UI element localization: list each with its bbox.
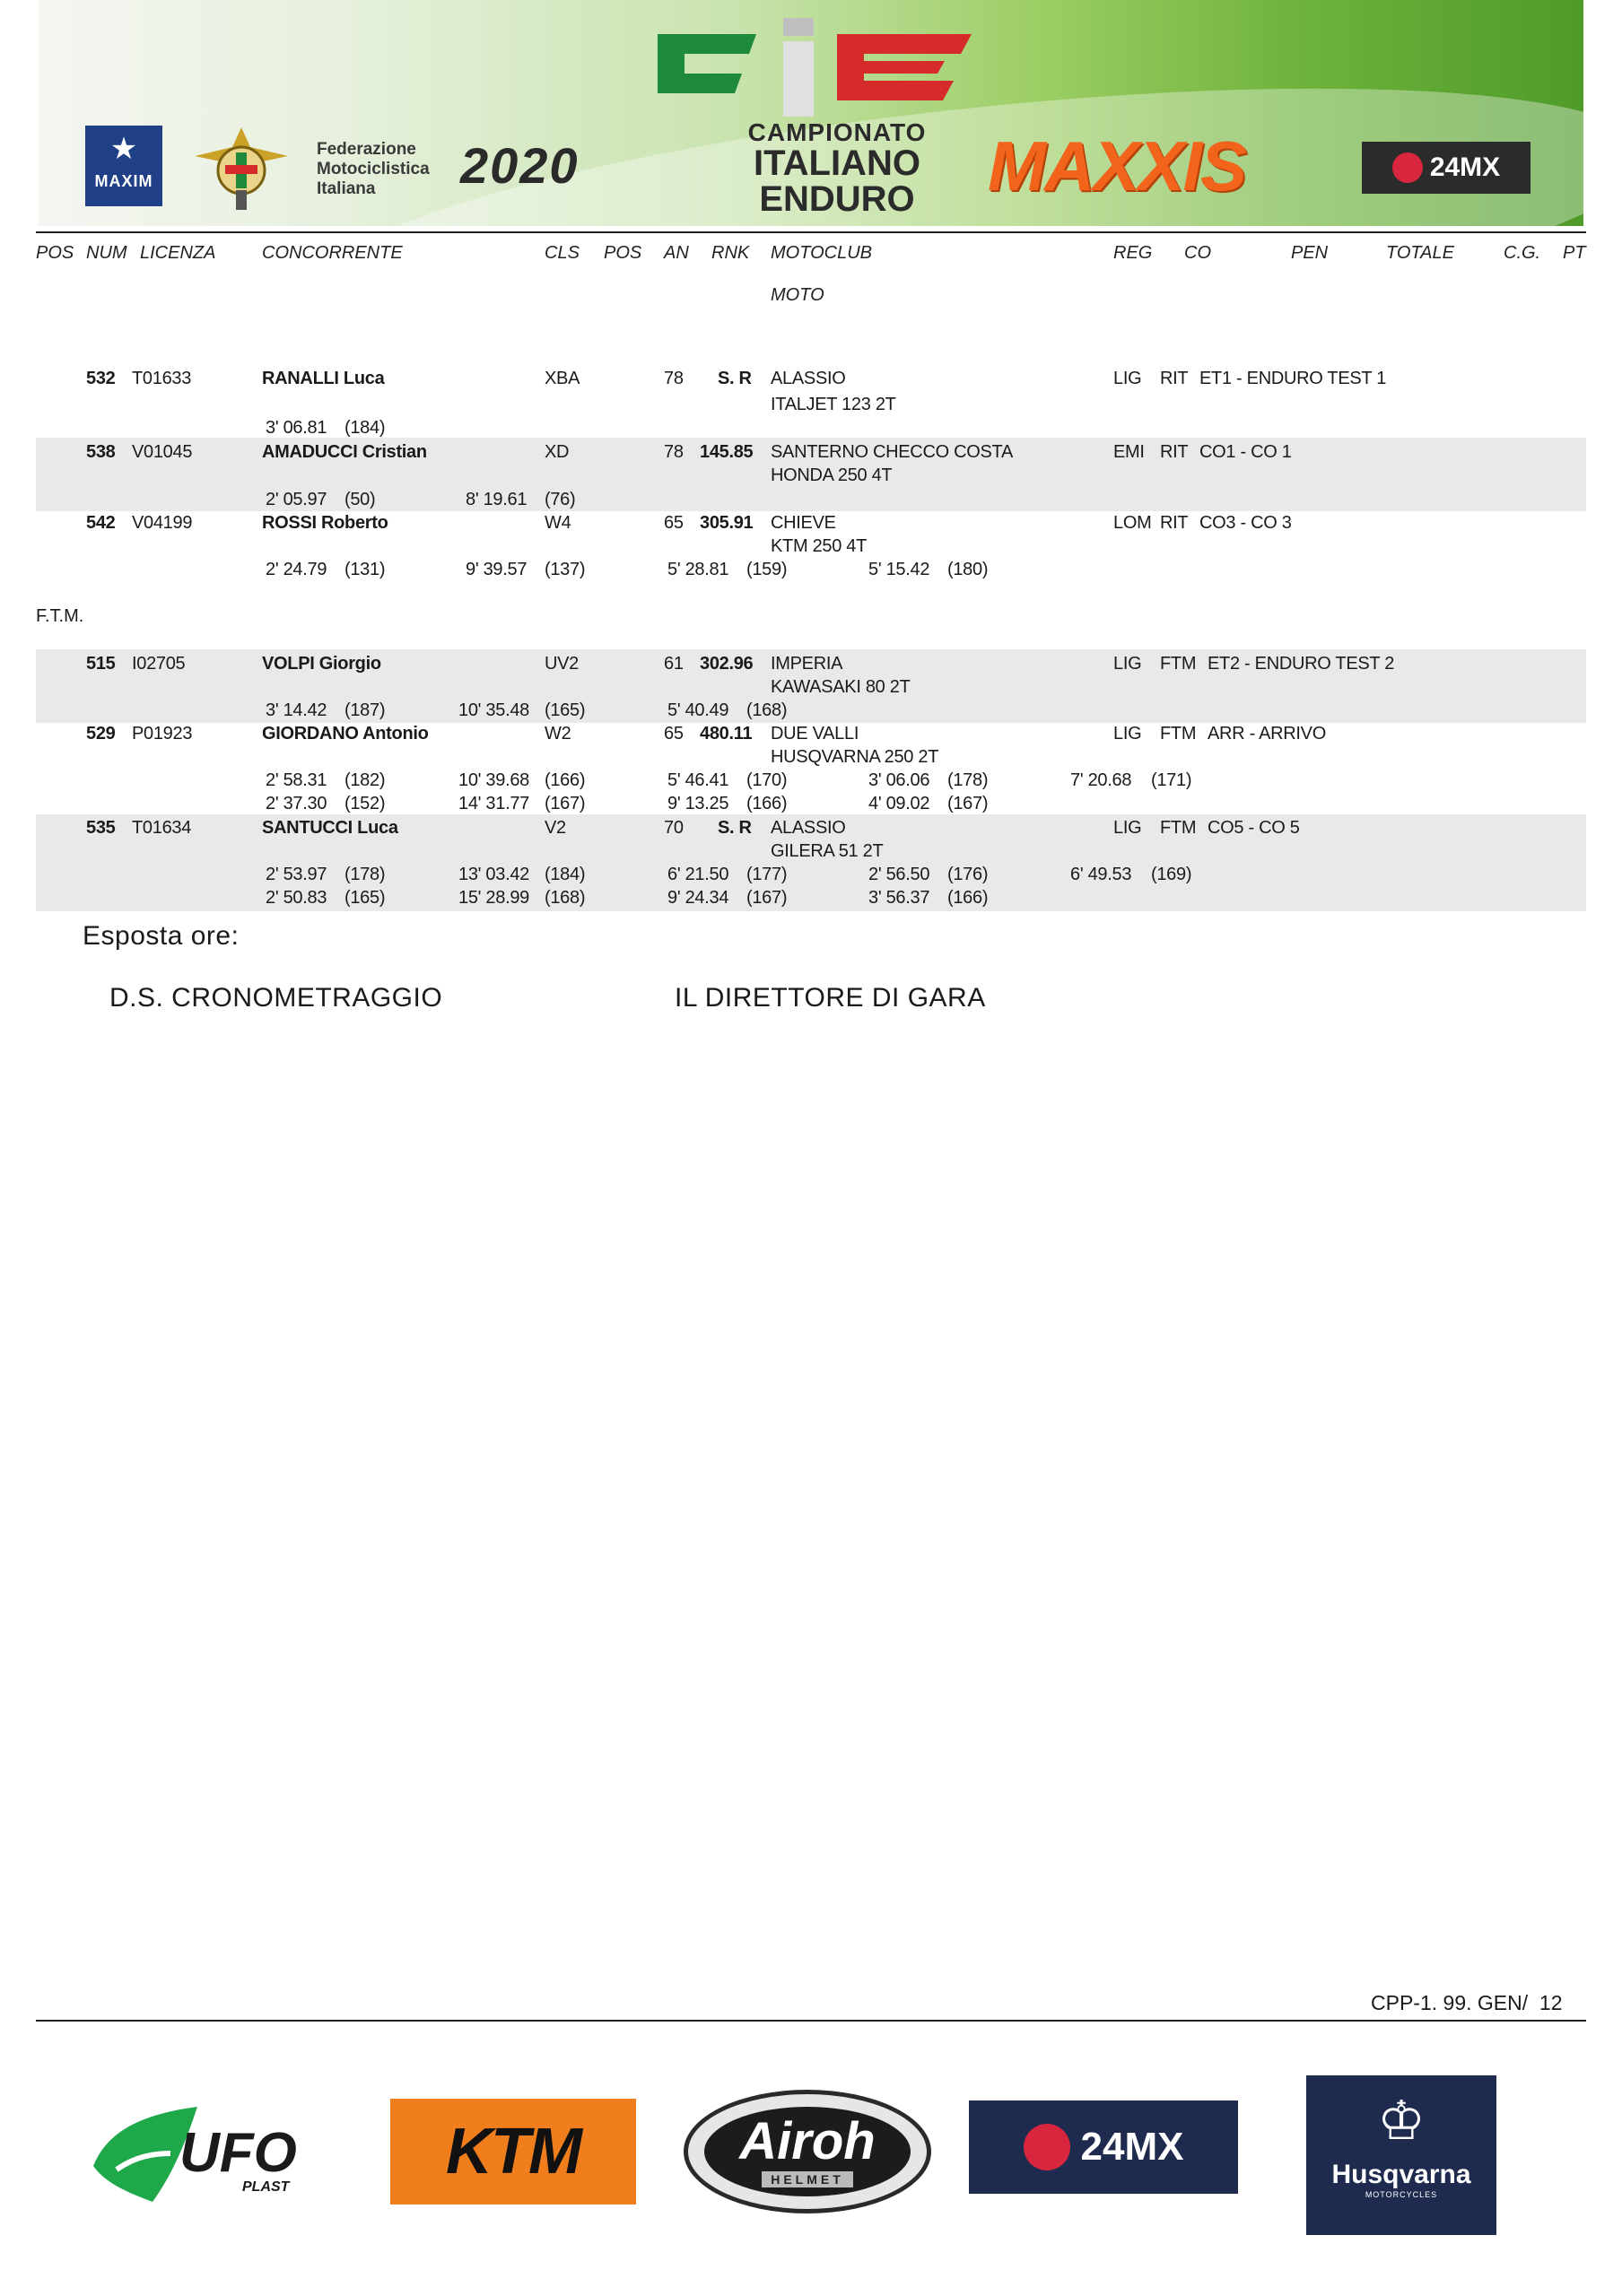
rider-year: 65 <box>664 513 684 533</box>
col-num: NUM <box>86 243 127 263</box>
cie-logo-icon <box>649 18 981 117</box>
split-rank: (178) <box>344 865 386 884</box>
24mx-mark-icon <box>1024 2124 1070 2170</box>
split-time: 2' 24.79 <box>266 560 327 579</box>
split-rank: (137) <box>545 560 586 579</box>
split-rank: (169) <box>1151 865 1192 884</box>
col-motoclub: MOTOCLUB <box>771 243 872 263</box>
rider-region: LIG <box>1113 369 1142 388</box>
split-time: 13' 03.42 <box>458 865 529 884</box>
airoh-logo-text: Airoh <box>739 2112 876 2170</box>
rider-name: SANTUCCI Luca <box>262 818 398 838</box>
split-time: 10' 35.48 <box>458 700 529 720</box>
rider-note: CO5 - CO 5 <box>1208 818 1300 838</box>
split-rank: (178) <box>947 770 989 790</box>
rider-rank: S. R <box>718 818 752 838</box>
rider-status: RIT <box>1160 513 1189 533</box>
split-rank: (170) <box>746 770 788 790</box>
ds-cronometraggio: D.S. CRONOMETRAGGIO <box>109 983 443 1013</box>
direttore-di-gara: IL DIRETTORE DI GARA <box>675 983 986 1013</box>
rider-rank: 305.91 <box>700 513 754 533</box>
split-time: 2' 53.97 <box>266 865 327 884</box>
rider-region: LIG <box>1113 724 1142 744</box>
24mx-footer-logo <box>969 2100 1238 2194</box>
split-time: 2' 50.83 <box>266 888 327 908</box>
rider-club: ALASSIO <box>771 369 846 388</box>
rider-note: CO3 - CO 3 <box>1199 513 1292 533</box>
maxim-logo <box>85 126 162 206</box>
ktm-logo: KTM <box>390 2099 636 2205</box>
split-rank: (165) <box>545 700 586 720</box>
split-time: 5' 46.41 <box>667 770 729 790</box>
rider-year: 70 <box>664 818 684 838</box>
split-time: 14' 31.77 <box>458 794 529 813</box>
rider-name: AMADUCCI Cristian <box>262 442 427 462</box>
page-reference: CPP-1. 99. GEN/ 12 <box>1371 1991 1563 2014</box>
rider-num: 538 <box>86 442 116 462</box>
split-rank: (167) <box>545 794 586 813</box>
rider-note: ET1 - ENDURO TEST 1 <box>1199 369 1387 388</box>
col-pos-class: POS <box>604 243 642 263</box>
rider-num: 535 <box>86 818 116 838</box>
split-time: 7' 20.68 <box>1070 770 1132 790</box>
rider-class: UV2 <box>545 654 580 674</box>
24mx-mark-icon <box>1392 152 1423 183</box>
rider-year: 78 <box>664 369 684 388</box>
split-time: 3' 06.81 <box>266 418 327 438</box>
rider-moto: ITALJET 123 2T <box>771 395 896 414</box>
split-time: 9' 24.34 <box>667 888 729 908</box>
col-an: AN <box>664 243 689 263</box>
ufo-logo-sub: PLAST <box>242 2179 290 2195</box>
split-time: 6' 21.50 <box>667 865 729 884</box>
rider-licenza: T01634 <box>132 818 192 838</box>
rider-status: FTM <box>1160 654 1197 674</box>
split-rank: (168) <box>545 888 586 908</box>
husqvarna-logo-sub: MOTORCYCLES <box>1365 2190 1438 2199</box>
split-rank: (182) <box>344 770 386 790</box>
header-rule <box>36 231 1586 233</box>
col-pen: PEN <box>1291 243 1329 263</box>
rider-club: CHIEVE <box>771 513 836 533</box>
rider-class: W2 <box>545 724 571 744</box>
esposta-ore: Esposta ore: <box>83 921 240 951</box>
rider-class: XD <box>545 442 570 462</box>
footer-rule <box>36 2020 1586 2022</box>
rider-status: FTM <box>1160 818 1197 838</box>
split-time: 5' 28.81 <box>667 560 729 579</box>
split-time: 3' 06.06 <box>868 770 930 790</box>
split-rank: (152) <box>344 794 386 813</box>
rider-name: GIORDANO Antonio <box>262 724 429 744</box>
rider-club: DUE VALLI <box>771 724 859 744</box>
split-rank: (184) <box>344 418 386 438</box>
rider-club: IMPERIA <box>771 654 843 674</box>
rider-region: LIG <box>1113 818 1142 838</box>
rider-status: RIT <box>1160 369 1189 388</box>
split-time: 2' 05.97 <box>266 490 327 509</box>
title-line-2: ITALIANO <box>754 144 920 183</box>
rider-class: V2 <box>545 818 566 838</box>
col-pos: POS <box>36 243 74 263</box>
split-rank: (167) <box>746 888 788 908</box>
rider-moto: HONDA 250 4T <box>771 465 893 485</box>
title-line-1: CAMPIONATO <box>747 118 927 146</box>
split-time: 5' 40.49 <box>667 700 729 720</box>
rider-year: 78 <box>664 442 684 462</box>
maxim-logo-text: MAXIM <box>94 172 153 190</box>
split-rank: (184) <box>545 865 586 884</box>
ufo-logo-text: UFO <box>179 2122 297 2184</box>
rider-moto: KTM 250 4T <box>771 536 868 556</box>
rider-name: ROSSI Roberto <box>262 513 388 533</box>
rider-region: LIG <box>1113 654 1142 674</box>
split-rank: (131) <box>344 560 386 579</box>
rider-region: EMI <box>1113 442 1145 462</box>
rider-year: 61 <box>664 654 684 674</box>
section-ftm: F.T.M. <box>36 606 84 626</box>
rider-note: CO1 - CO 1 <box>1199 442 1292 462</box>
rider-num: 515 <box>86 654 116 674</box>
star-icon: ★ <box>109 132 138 166</box>
24mx-footer-text: 24MX <box>1080 2125 1184 2169</box>
rider-rank: 480.11 <box>700 724 753 744</box>
rider-name: VOLPI Giorgio <box>262 654 381 674</box>
rider-class: XBA <box>545 369 580 388</box>
rider-licenza: V04199 <box>132 513 193 533</box>
split-rank: (166) <box>746 794 788 813</box>
rider-status: RIT <box>1160 442 1189 462</box>
split-time: 5' 15.42 <box>868 560 930 579</box>
airoh-logo-sub: HELMET <box>762 2171 853 2187</box>
split-time: 8' 19.61 <box>466 490 528 509</box>
rider-num: 542 <box>86 513 116 533</box>
maxxis-logo: MAXXIS <box>988 126 1246 205</box>
split-time: 3' 14.42 <box>266 700 327 720</box>
col-rnk: RNK <box>711 243 750 263</box>
split-rank: (50) <box>344 490 376 509</box>
24mx-logo <box>1362 142 1530 194</box>
fmi-emblem-icon <box>191 120 292 213</box>
col-moto: MOTO <box>771 285 824 305</box>
split-time: 2' 37.30 <box>266 794 327 813</box>
split-time: 9' 39.57 <box>466 560 528 579</box>
title-line-3: ENDURO <box>759 179 915 219</box>
split-time: 3' 56.37 <box>868 888 930 908</box>
split-time: 10' 39.68 <box>458 770 529 790</box>
season-year: 2020 <box>460 137 580 194</box>
split-rank: (165) <box>344 888 386 908</box>
rider-club: ALASSIO <box>771 818 846 838</box>
fmi-text-line: Federazione <box>317 140 416 159</box>
header-banner <box>39 0 1583 226</box>
split-time: 15' 28.99 <box>458 888 529 908</box>
col-concorrente: CONCORRENTE <box>262 243 403 263</box>
championship-title <box>702 120 972 217</box>
split-time: 6' 49.53 <box>1070 865 1132 884</box>
rider-rank: 145.85 <box>700 442 754 462</box>
rider-name: RANALLI Luca <box>262 369 385 388</box>
rider-note: ET2 - ENDURO TEST 2 <box>1208 654 1395 674</box>
rider-num: 529 <box>86 724 116 744</box>
col-reg: REG <box>1113 243 1153 263</box>
fmi-text <box>317 140 430 199</box>
rider-note: ARR - ARRIVO <box>1208 724 1326 744</box>
split-rank: (168) <box>746 700 788 720</box>
split-rank: (167) <box>947 794 989 813</box>
col-cg: C.G. <box>1504 243 1541 263</box>
split-time: 4' 09.02 <box>868 794 930 813</box>
split-rank: (180) <box>947 560 989 579</box>
col-licenza: LICENZA <box>140 243 216 263</box>
split-rank: (187) <box>344 700 386 720</box>
24mx-logo-text: 24MX <box>1429 152 1501 182</box>
col-totale: TOTALE <box>1386 243 1454 263</box>
col-cls: CLS <box>545 243 580 263</box>
rider-licenza: T01633 <box>132 369 192 388</box>
rider-moto: GILERA 51 2T <box>771 841 884 861</box>
split-time: 2' 58.31 <box>266 770 327 790</box>
rider-rank: 302.96 <box>700 654 754 674</box>
rider-licenza: I02705 <box>132 654 186 674</box>
rider-moto: KAWASAKI 80 2T <box>771 677 911 697</box>
split-rank: (159) <box>746 560 788 579</box>
split-rank: (177) <box>746 865 788 884</box>
split-rank: (166) <box>545 770 586 790</box>
rider-year: 65 <box>664 724 684 744</box>
split-rank: (166) <box>947 888 989 908</box>
split-rank: (176) <box>947 865 989 884</box>
rider-region: LOM <box>1113 513 1152 533</box>
fmi-text-line: Motociclistica <box>317 160 430 178</box>
rider-licenza: P01923 <box>132 724 193 744</box>
rider-rank: S. R <box>718 369 752 388</box>
ufo-plast-logo <box>90 2094 341 2211</box>
rider-status: FTM <box>1160 724 1197 744</box>
fmi-text-line: Italiana <box>317 179 376 198</box>
rider-moto: HUSQVARNA 250 2T <box>771 747 939 767</box>
airoh-logo-inner <box>704 2107 911 2196</box>
split-time: 9' 13.25 <box>667 794 729 813</box>
split-time: 2' 56.50 <box>868 865 930 884</box>
rider-class: W4 <box>545 513 571 533</box>
husqvarna-logo-text: Husqvarna <box>1331 2160 1471 2189</box>
airoh-logo <box>684 2090 931 2213</box>
split-rank: (76) <box>545 490 576 509</box>
husqvarna-logo <box>1306 2075 1496 2235</box>
rider-num: 532 <box>86 369 116 388</box>
rider-licenza: V01045 <box>132 442 193 462</box>
split-rank: (171) <box>1151 770 1192 790</box>
col-pt: PT <box>1563 243 1586 263</box>
rider-club: SANTERNO CHECCO COSTA <box>771 442 1014 462</box>
col-co: CO <box>1184 243 1211 263</box>
husqvarna-crown-icon: ♔ <box>1377 2091 1426 2151</box>
